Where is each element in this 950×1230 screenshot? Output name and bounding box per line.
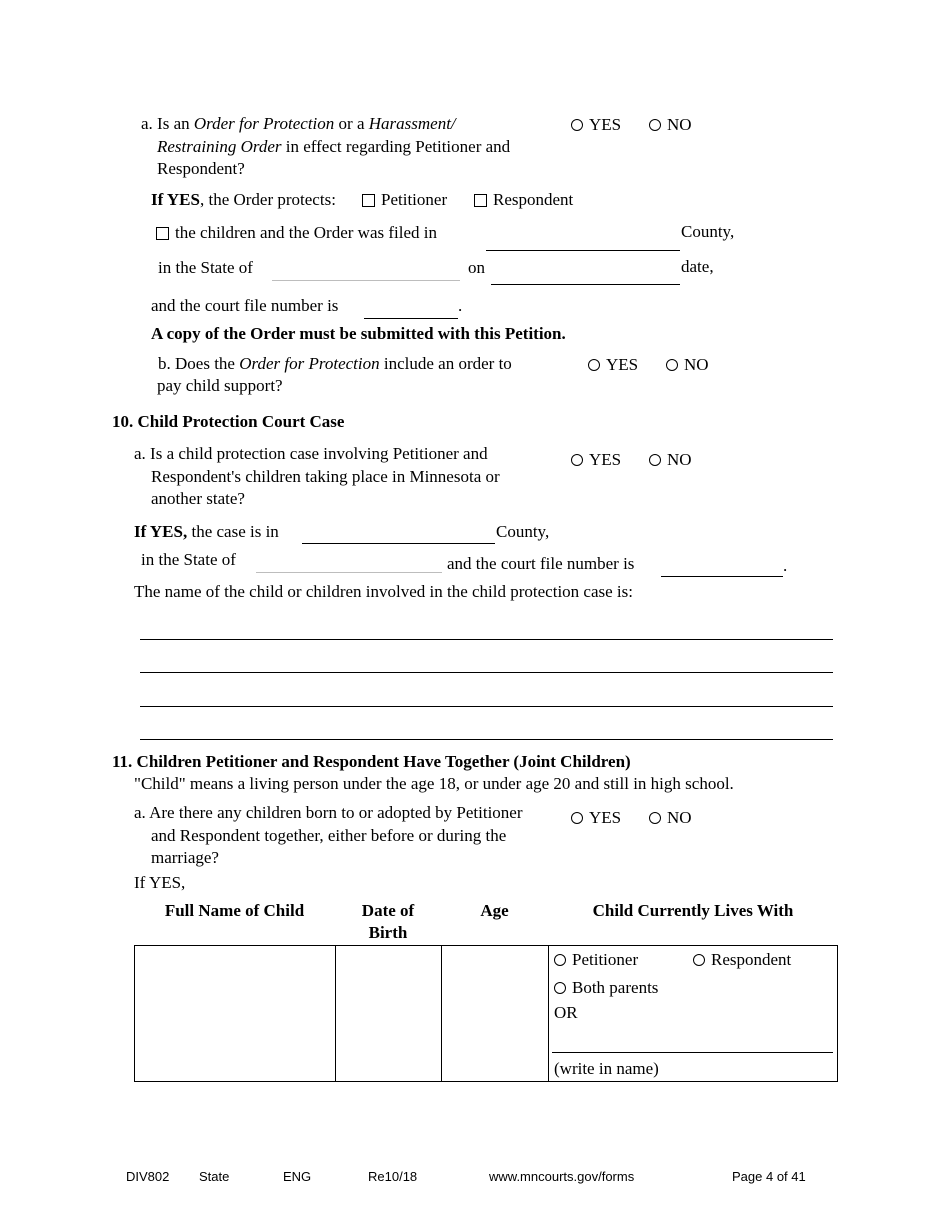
q9a-text: or a	[334, 114, 369, 133]
no-label: NO	[684, 355, 709, 374]
q9b-text: include an order to	[379, 354, 512, 373]
county-label: County,	[681, 222, 735, 241]
radio-icon[interactable]	[693, 954, 705, 966]
child-name-line-3[interactable]	[140, 684, 833, 707]
q11a-line1: a. Are there any children born to or adopted by Petitioner	[134, 803, 523, 822]
radio-icon[interactable]	[571, 119, 583, 131]
q10-if-yes-line	[134, 521, 279, 543]
order-court-file-field[interactable]	[364, 296, 458, 319]
q11a-line3: marriage?	[151, 848, 219, 867]
yes-label: YES	[589, 115, 622, 134]
case-in-text: the case is in	[187, 522, 279, 541]
checkbox-icon[interactable]	[156, 227, 169, 240]
q9a-text: in effect regarding Petitioner and	[281, 137, 511, 156]
if-yes-bold: If YES,	[134, 522, 188, 541]
county-label: County,	[496, 522, 550, 541]
col-header-lives-with: Child Currently Lives With	[592, 901, 794, 920]
no-label: NO	[667, 115, 692, 134]
yes-label: YES	[606, 355, 639, 374]
period: .	[783, 556, 788, 575]
q9a-text: a. Is an	[141, 114, 194, 133]
copy-notice	[151, 323, 566, 345]
radio-icon[interactable]	[554, 982, 566, 994]
section10-heading-text: 10. Child Protection Court Case	[112, 412, 345, 431]
q11a-line2: and Respondent together, either before or during the	[151, 826, 507, 845]
petitioner-label: Petitioner	[381, 190, 448, 209]
radio-icon[interactable]	[666, 359, 678, 371]
q9a-line2	[157, 136, 510, 158]
q9a-line3: Respondent?	[157, 159, 245, 178]
protects-line	[151, 189, 336, 211]
radio-icon[interactable]	[554, 954, 566, 966]
checkbox-icon[interactable]	[474, 194, 487, 207]
footer-state: State	[199, 1169, 230, 1184]
child-names-prompt: The name of the child or children involved in the child protection case is:	[134, 582, 633, 601]
write-in-name-field[interactable]	[552, 1030, 833, 1053]
footer-url[interactable]: www.mncourts.gov/forms	[489, 1169, 635, 1184]
q9b-ofp: Order for Protection	[239, 354, 380, 373]
children-table	[134, 945, 838, 1082]
footer-lang: ENG	[283, 1169, 312, 1184]
child-name-line-4[interactable]	[140, 717, 833, 740]
period: .	[458, 296, 463, 315]
protects-children-option[interactable]	[156, 222, 437, 244]
child-name-line-2[interactable]	[140, 650, 833, 673]
q10a-line1: a. Is a child protection case involving Petitioner and	[134, 444, 488, 463]
q11a-no-option[interactable]	[649, 807, 692, 829]
petitioner-label: Petitioner	[572, 950, 639, 969]
footer-page-number: Page 4 of 41	[732, 1169, 806, 1184]
section11-heading-text: 11. Children Petitioner and Respondent Have Together (Joint Children)	[112, 752, 631, 771]
q11-if-yes: If YES,	[134, 873, 186, 892]
no-label: NO	[667, 450, 692, 469]
both-parents-label: Both parents	[572, 978, 659, 997]
col-header-dob-2: Birth	[368, 923, 408, 942]
yes-label: YES	[589, 450, 622, 469]
q10a-line3: another state?	[151, 489, 245, 508]
col-header-name: Full Name of Child	[164, 901, 305, 920]
radio-icon[interactable]	[649, 812, 661, 824]
q9a-line1	[141, 113, 456, 135]
court-file-label: and the court file number is	[151, 296, 339, 315]
q10a-line2: Respondent's children taking place in Minnesota or	[151, 467, 500, 486]
lives-petitioner-option[interactable]	[554, 949, 638, 971]
respondent-label: Respondent	[711, 950, 792, 969]
protects-respondent-option[interactable]	[474, 189, 573, 211]
footer-revision: Re10/18	[368, 1169, 418, 1184]
q9a-harassment: Harassment/	[368, 114, 456, 133]
q9b-line1	[158, 353, 512, 375]
q9b-yes-option[interactable]	[588, 354, 638, 376]
q9b-no-option[interactable]	[666, 354, 709, 376]
col-header-age: Age	[480, 901, 509, 920]
write-in-label: (write in name)	[554, 1059, 659, 1078]
date-label: date,	[681, 257, 714, 276]
checkbox-icon[interactable]	[362, 194, 375, 207]
case-state-field[interactable]	[256, 550, 442, 573]
state-label: in the State of	[158, 258, 253, 277]
col-header-dob-1: Date of	[361, 901, 415, 920]
radio-icon[interactable]	[649, 119, 661, 131]
order-date-field[interactable]	[491, 262, 680, 285]
no-label: NO	[667, 808, 692, 827]
radio-icon[interactable]	[649, 454, 661, 466]
q9b-line2: pay child support?	[157, 376, 283, 395]
section10-heading	[112, 411, 344, 433]
q9a-yes-option[interactable]	[571, 114, 621, 136]
order-county-field[interactable]	[486, 228, 680, 251]
or-label: OR	[554, 1003, 578, 1022]
if-yes-bold: If YES	[151, 190, 200, 209]
on-label: on	[468, 258, 485, 277]
lives-respondent-option[interactable]	[693, 949, 791, 971]
protects-text: , the Order protects:	[199, 190, 336, 209]
cell-child-age[interactable]	[442, 947, 547, 1081]
radio-icon[interactable]	[588, 359, 600, 371]
q10a-no-option[interactable]	[649, 449, 692, 471]
copy-notice-text: A copy of the Order must be submitted with this Petition.	[151, 324, 566, 343]
state-label: in the State of	[141, 550, 236, 569]
q10a-yes-option[interactable]	[571, 449, 621, 471]
q9b-text: b. Does the	[158, 354, 240, 373]
cell-child-dob[interactable]	[336, 947, 440, 1081]
q9a-restraining: Restraining Order	[157, 137, 282, 156]
child-definition: "Child" means a living person under the age 18, or under age 20 and still in high school.	[134, 774, 734, 793]
children-filed-label: the children and the Order was filed in	[175, 223, 437, 242]
section11-heading	[112, 751, 631, 773]
order-state-field[interactable]	[272, 258, 460, 281]
radio-icon[interactable]	[571, 454, 583, 466]
cell-child-name[interactable]	[136, 947, 334, 1081]
yes-label: YES	[589, 808, 622, 827]
court-file-label: and the court file number is	[447, 554, 635, 573]
q9a-ofp: Order for Protection	[193, 114, 335, 133]
q9a-no-option[interactable]	[649, 114, 692, 136]
respondent-label: Respondent	[493, 190, 574, 209]
lives-both-option[interactable]	[554, 977, 658, 999]
protects-petitioner-option[interactable]	[362, 189, 447, 211]
table-divider	[548, 946, 549, 1081]
case-county-field[interactable]	[302, 521, 495, 544]
q11a-yes-option[interactable]	[571, 807, 621, 829]
case-court-file-field[interactable]	[661, 554, 783, 577]
child-name-line-1[interactable]	[140, 617, 833, 640]
footer-form-id: DIV802	[126, 1169, 170, 1184]
radio-icon[interactable]	[571, 812, 583, 824]
